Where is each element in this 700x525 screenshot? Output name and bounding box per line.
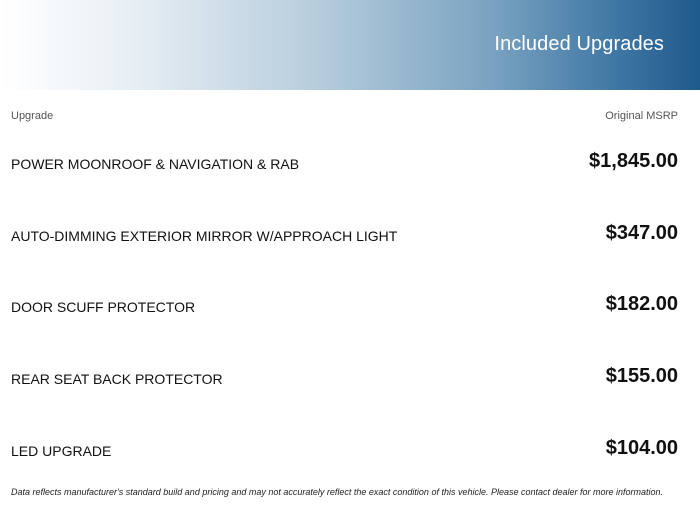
column-header-upgrade: Upgrade bbox=[11, 110, 54, 122]
upgrade-price: $104.00 bbox=[605, 437, 678, 459]
upgrade-name: LED UPGRADE bbox=[11, 443, 112, 459]
upgrade-name: POWER MOONROOF & NAVIGATION & RAB bbox=[11, 156, 300, 172]
table-row bbox=[0, 293, 700, 323]
upgrade-price: $182.00 bbox=[605, 293, 678, 315]
upgrade-name: DOOR SCUFF PROTECTOR bbox=[11, 299, 196, 315]
table-row bbox=[0, 365, 700, 395]
page-title: Included Upgrades bbox=[494, 33, 664, 55]
upgrade-price: $347.00 bbox=[605, 222, 678, 244]
upgrade-price: $1,845.00 bbox=[589, 150, 678, 172]
table-row bbox=[0, 437, 700, 467]
header-banner bbox=[0, 0, 700, 90]
upgrade-name: REAR SEAT BACK PROTECTOR bbox=[11, 371, 223, 387]
table-row bbox=[0, 222, 700, 252]
column-header-msrp: Original MSRP bbox=[605, 110, 678, 122]
upgrade-price: $155.00 bbox=[605, 365, 678, 387]
table-row bbox=[0, 150, 700, 180]
disclaimer-text: Data reflects manufacturer's standard build and pricing and may not accurately reflect the exact condition of this vehicle. Please contact dealer for more information. bbox=[11, 487, 664, 497]
upgrade-name: AUTO-DIMMING EXTERIOR MIRROR W/APPROACH LIGHT bbox=[11, 228, 398, 244]
